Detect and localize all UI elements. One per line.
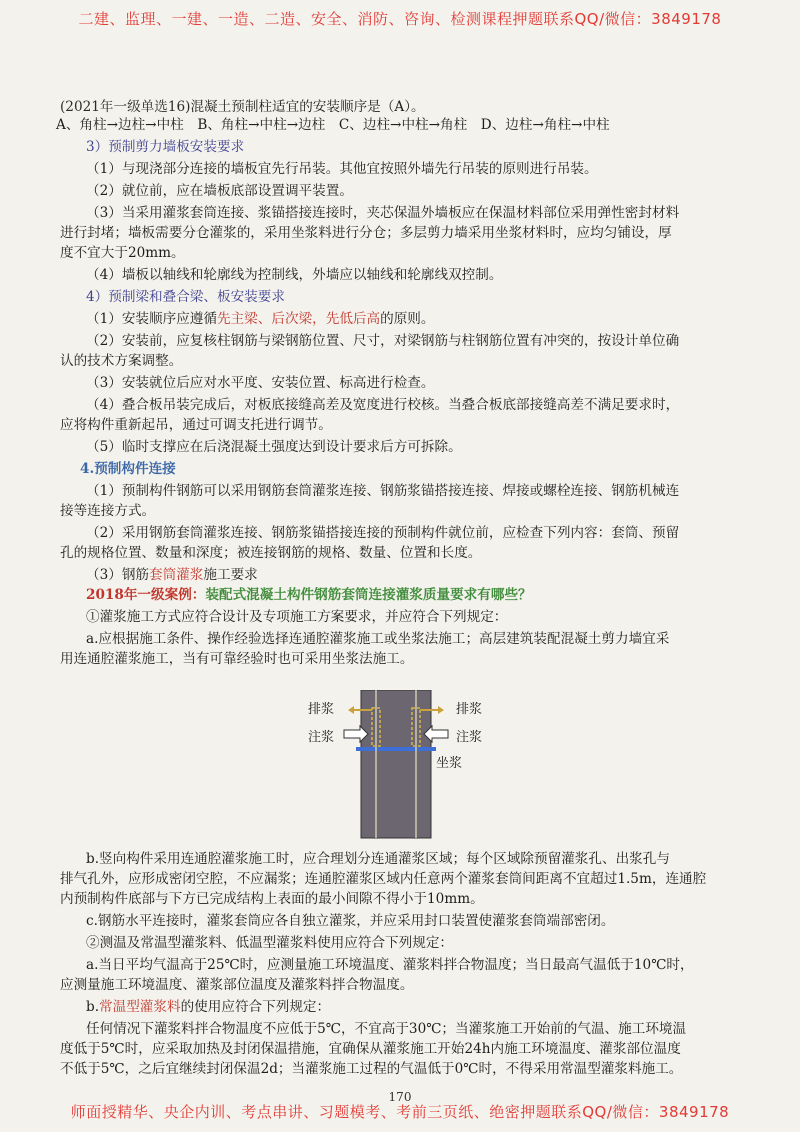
grouting-figure — [296, 690, 506, 844]
question-line — [60, 98, 750, 116]
last-line-1: 任何情况下灌浆料拌合物温度不应低于5℃，不宜高于30℃；当灌浆施工开始前的气温、施工环境温 — [86, 1021, 687, 1037]
s4-item-1-pre: （1）安装顺序应遵循 — [86, 311, 217, 327]
s4-item-4b: 应将构件重新起吊，通过可调支托进行调节。 — [60, 417, 332, 433]
label-bed-mortar: 坐浆 — [436, 756, 463, 771]
c-item-1b: 接等连接方式。 — [60, 503, 156, 519]
s4-item-1-post: 的原则。 — [380, 311, 435, 327]
last-line-3: 不低于5℃，之后宜继续封闭保温2d；当灌浆施工过程的气温低于0℃时，不得采用常温型灌浆料施工。 — [60, 1061, 683, 1077]
point-2-a-line1: a.当日平均气温高于25℃时，应测量施工环境温度、灌浆料拌合物温度；当日最高气温低于10℃时， — [86, 957, 694, 973]
case-tag: 2018年一级案例： — [86, 587, 206, 603]
c-item-3-post: 施工要求 — [203, 567, 258, 583]
point-1: ①灌浆施工方式应符合设计及专项施工方案要求，并应符合下列规定： — [86, 609, 508, 625]
question-text: 混凝土预制柱适宜的安装顺序是（A）。 — [190, 99, 425, 115]
s4-item-4a: （4）叠合板吊装完成后，对板底接缝高差及宽度进行校核。当叠合板底部接缝高差不满足要求时， — [86, 397, 680, 413]
label-right-outlet: 排浆 — [456, 702, 483, 717]
label-left-inlet: 注浆 — [308, 730, 335, 745]
page-number: 170 — [388, 1090, 412, 1104]
case-question-text: 装配式混凝土构件钢筋套筒连接灌浆质量要求有哪些？ — [205, 587, 532, 603]
label-right-inlet: 注浆 — [456, 730, 483, 745]
section-4-title: 4）预制梁和叠合梁、板安装要求 — [86, 289, 285, 305]
point-2-b-highlight: 常温型灌浆料 — [99, 999, 181, 1015]
point-2-b-pre: b. — [86, 999, 100, 1015]
s3-item-4: （4）墙板以轴线和轮廓线为控制线，外墙应以轴线和轮廓线双控制。 — [86, 267, 503, 283]
s4-item-1-highlight: 先主梁、后次梁，先低后高 — [217, 311, 381, 327]
point-2-b-post: 的使用应符合下列规定： — [180, 999, 331, 1015]
s3-item-3c: 度不宜大于20mm。 — [60, 245, 185, 261]
s3-item-1: （1）与现浇部分连接的墙板宜先行吊装。其他宜按照外墙先行吊装的原则进行吊装。 — [86, 161, 598, 177]
s4-item-2a: （2）安装前，应复核柱钢筋与梁钢筋位置、尺寸，对梁钢筋与柱钢筋位置有冲突的，按设计单位确 — [86, 333, 680, 349]
s4-item-2b: 认的技术方案调整。 — [60, 353, 183, 369]
lower-wall-panel — [361, 750, 431, 838]
c-item-2b: 孔的规格位置、数量和深度；被连接钢筋的规格、数量、位置和长度。 — [60, 545, 482, 561]
bottom-banner: 师面授精华、央企内训、考点串讲、习题模考、考前三页纸、绝密押题联系QQ/微信：3849178 — [70, 1103, 730, 1121]
point-1-c: c.钢筋水平连接时，灌浆套筒应各自独立灌浆，并应采用封口装置使灌浆套筒端部密闭。 — [86, 913, 615, 929]
point-1-b-line3: 内预制构件底部与下方已完成结构上表面的最小间隙不得小于10mm。 — [60, 891, 484, 907]
label-left-outlet: 排浆 — [308, 702, 335, 717]
c-item-2a: （2）采用钢筋套筒灌浆连接、钢筋浆锚搭接连接的预制构件就位前，应检查下列内容：套筒、预留 — [86, 525, 680, 541]
s4-item-1 — [86, 310, 750, 328]
point-2: ②测温及常温型灌浆料、低温型灌浆料使用应符合下列规定： — [86, 935, 454, 951]
question-options: A、角柱→边柱→中柱 B、角柱→中柱→边柱 C、边柱→中柱→角柱 D、边柱→角柱→中柱 — [56, 117, 610, 133]
top-banner: 二建、监理、一建、一造、二造、安全、消防、咨询、检测课程押题联系QQ/微信：3849178 — [78, 10, 722, 28]
right-outlet-arrowhead — [438, 706, 444, 714]
s3-item-2: （2）就位前，应在墙板底部设置调平装置。 — [86, 183, 353, 199]
s3-item-3a: （3）当采用灌浆套筒连接、浆锚搭接连接时，夹芯保温外墙板应在保温材料部位采用弹性密封材料 — [86, 205, 680, 221]
heading-precast-connection: 4.预制构件连接 — [80, 461, 176, 477]
c-item-3 — [86, 566, 750, 584]
case-question — [86, 586, 750, 604]
question-tag: (2021年一级单选16) — [60, 99, 191, 115]
point-1-a-line1: a.应根据施工条件、操作经验选择连通腔灌浆施工或坐浆法施工；高层建筑装配混凝土剪力墙宜采 — [86, 631, 670, 647]
point-1-a-line2: 用连通腔灌浆施工，当有可靠经验时也可采用坐浆法施工。 — [60, 651, 414, 667]
c-item-3-pre: （3）钢筋 — [86, 567, 150, 583]
section-3-title: 3）预制剪力墙板安装要求 — [86, 139, 245, 155]
point-1-b-line2: 排气孔外，应形成密闭空腔，不应漏浆；连通腔灌浆区域内任意两个灌浆套筒间距离不宜超过1.5m，连通腔 — [60, 871, 707, 887]
left-outlet-arrowhead — [348, 706, 354, 714]
s3-item-3b: 进行封堵；墙板需要分仓灌浆的，采用坐浆料进行分仓；多层剪力墙采用坐浆材料时，应均匀铺设，厚 — [60, 225, 672, 241]
point-1-b-line1: b.竖向构件采用连通腔灌浆施工时，应合理划分连通灌浆区域；每个区域除预留灌浆孔、出浆孔与 — [86, 851, 670, 867]
s4-item-5: （5）临时支撑应在后浇混凝土强度达到设计要求后方可拆除。 — [86, 439, 462, 455]
s4-item-3: （3）安装就位后应对水平度、安装位置、标高进行检查。 — [86, 375, 435, 391]
c-item-3-highlight: 套筒灌浆 — [149, 567, 204, 583]
point-2-a-line2: 应测量施工环境温度、灌浆部位温度及灌浆料拌合物温度。 — [60, 977, 414, 993]
point-2-b — [86, 998, 750, 1016]
last-line-2: 度低于5℃时，应采取加热及封闭保温措施，宜确保从灌浆施工开始24h内施工环境温度、灌浆部位温度 — [60, 1041, 681, 1057]
c-item-1a: （1）预制构件钢筋可以采用钢筋套筒灌浆连接、钢筋浆锚搭接连接、焊接或螺栓连接、钢筋机械连 — [86, 483, 680, 499]
